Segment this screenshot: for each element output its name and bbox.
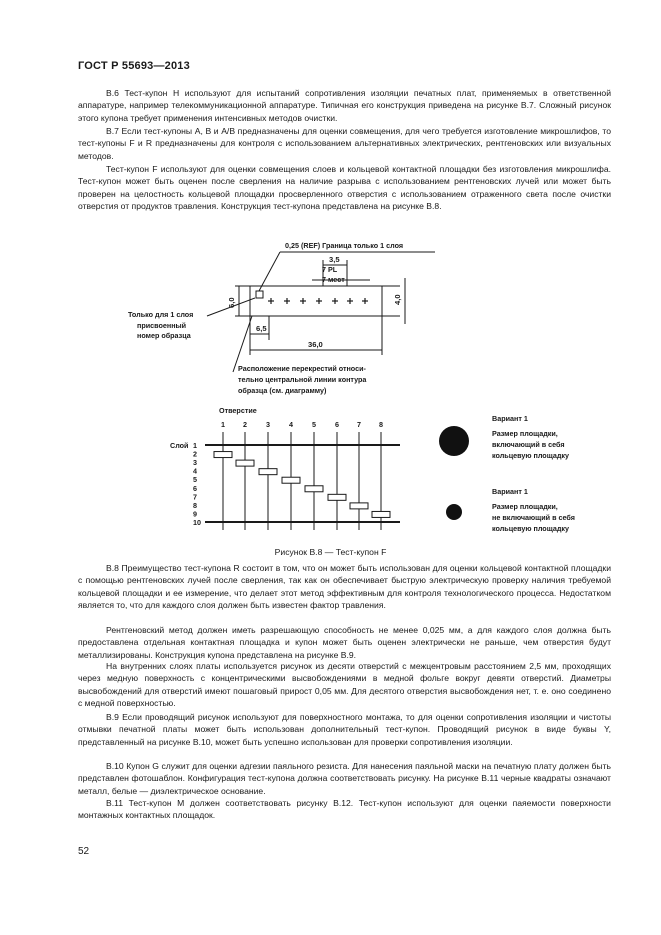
layer-pad: [350, 503, 368, 509]
variant1-pad-large: [439, 426, 469, 456]
label-location-1: Расположение перекрестий относи-: [238, 364, 366, 373]
cross-mark: [316, 298, 322, 304]
layer-number-label: 1: [193, 441, 197, 450]
hole-number-label: 1: [221, 420, 225, 429]
label-layer-only-2: присвоенный: [137, 321, 187, 330]
layer-number-label: 9: [193, 509, 197, 519]
cross-mark: [362, 298, 368, 304]
dim-height-outer: 6,0: [227, 297, 236, 308]
cross-mark: [268, 298, 274, 304]
paragraph-coupon-f: Тест-купон F используют для оценки совмещения слоев и кольцевой контактной площадки без изготовления микрошлифа. Тест-купон может быть оценен после сверления на наличие разрыва с использованием рентгеновских лучей или может быть проверен на целостность кольцевой площадки просверленного отверстия с использованием отраженного света после очистки отверстия от продуктов травления. Конструкция тест-купона представлена на рисунке В.8.: [78, 164, 611, 211]
variant2-line2: не включающий в себя: [492, 513, 575, 522]
layer-title: Слой: [170, 441, 189, 450]
layer-number-label: 7: [193, 492, 197, 502]
label-layer-only-1: Только для 1 слоя: [128, 310, 194, 319]
dim-height-inner: 4,0: [393, 294, 402, 305]
dim-pitch: 3,5: [329, 255, 340, 264]
label-location-3: образца (см. диаграмму): [238, 386, 327, 395]
sample-number-box: [256, 291, 263, 298]
layer-pad: [214, 452, 232, 458]
cross-mark: [347, 298, 353, 304]
layer-pad: [259, 469, 277, 475]
cross-mark: [332, 298, 338, 304]
hole-number-label: 5: [312, 420, 316, 429]
coupon-outline-drawing: [207, 252, 435, 372]
figure-caption: Рисунок В.8 — Тест-купон F: [274, 547, 387, 557]
layer-number-label: 8: [193, 500, 197, 510]
hole-number-label: 4: [289, 420, 293, 429]
variant2-line1: Размер площадки,: [492, 502, 558, 511]
layer-pad: [372, 511, 390, 517]
layer-pad: [282, 477, 300, 483]
layer-number-label: 6: [193, 483, 197, 493]
document-header: ГОСТ Р 55693—2013: [78, 60, 190, 72]
paragraph-b8: В.8 Преимущество тест-купона R состоит в том, что он может быть использован для оценки кольцевой контактной площадки с помощью рентгеновских лучей после сверления, так как он обеспечивает быструю электрическую проверку наличия требуемой кольцевой площадки и ее измерение, что делает этот метод эффективным для контроля технологического процесса. Недостатком является то, что для каждого слоя должен быть известен фактор травления.: [78, 563, 611, 610]
layer-pad: [328, 494, 346, 500]
hole-number-label: 2: [243, 420, 247, 429]
label-location-2: тельно центральной линии контура: [238, 375, 367, 384]
hole-number-label: 6: [335, 420, 339, 429]
layer-number-label: 5: [193, 475, 197, 485]
layer-number-label: 3: [193, 458, 197, 468]
paragraph-xray: Рентгеновский метод должен иметь разрешающую способность не менее 0,025 мм, а для каждого слоя должна быть предоставлена отдельная контактная площадка и купон может быть оценен электрически не раньше, чем отверстия будут металлизированы. Конструкция купона представлена на рисунке В.9.: [78, 625, 611, 660]
hole-number-label: 7: [357, 420, 361, 429]
variant2-title: Вариант 1: [492, 487, 528, 496]
variant1-line1: Размер площадки,: [492, 429, 558, 438]
variant1-line3: кольцевую площадку: [492, 451, 569, 460]
dim-pitch-note2: 7 мест: [322, 275, 345, 284]
paragraph-b9: В.9 Если проводящий рисунок используют для поверхностного монтажа, то для оценки сопротивления изоляции и чистоты отмывки печатной платы может быть использован дополнительный тест-купон. Проводящий рисунок в виде буквы Y, представленный на рисунке В.10, может быть успешно использован для проверки сопротивления изоляции.: [78, 712, 611, 747]
label-layer-only-3: номер образца: [137, 331, 191, 340]
layer-number-label: 4: [193, 466, 197, 476]
layer-number-label: 2: [193, 449, 197, 459]
dim-offset: 6,5: [256, 324, 267, 333]
ref-label: 0,25 (REF) Граница только 1 слоя: [285, 241, 404, 250]
variant1-line2: включающий в себя: [492, 440, 565, 449]
layer-number-label: 10: [193, 518, 201, 527]
dim-length: 36,0: [308, 340, 323, 349]
paragraph-b10: В.10 Купон G служит для оценки адгезии паяльного резиста. Для нанесения паяльной маски на печатную плату должен быть представлен фотошаблон. Конфигурация тест-купона должна соответствовать рисунку. На рисунке В.11 черные квадраты означают металл, белые — диэлектрическое основание.: [78, 761, 611, 796]
paragraph-inner-layers: На внутренних слоях платы используется рисунок из десяти отверстий с межцентровым расстоянием 2,5 мм, проходящих через медную поверхность с концентрическими высвобождениями в медной фольге вокруг девяти отверстий. Диаметры высвобождений для отверстий имеют пошаговый прирост 0,05 мм. Для десятого отверстия высвобождения нет, т. е. оно соединено с медной поверхностью.: [78, 661, 611, 708]
variant2-pad-small: [446, 504, 462, 520]
paragraph-b7: В.7 Если тест-купоны А, В и А/В предназначены для оценки совмещения, для чего требуется изготовление микрошлифов, то тест-купоны F и R предназначены для контроля с использованием альтернативных электрических, рентгеновских или визуальных методов.: [78, 126, 611, 161]
paragraph-b6: В.6 Тест-купон Н используют для испытаний сопротивления изоляции печатных плат, применяемых в ответственной аппаратуре, например телекоммуникационной аппаратуре. Типичная его конструкция приведена на рисунке В.7. Сложный рисунок этого купона требует применения интенсивных методов очистки.: [78, 88, 611, 123]
variant1-title: Вариант 1: [492, 414, 528, 423]
paragraph-b11: В.11 Тест-купон М должен соответствовать рисунку В.12. Тест-купон используют для оценки паяемости поверхности монтажных контактных площадок.: [78, 798, 611, 821]
cross-mark: [300, 298, 306, 304]
holes-title: Отверстие: [219, 406, 257, 415]
cross-mark: [284, 298, 290, 304]
variant2-line3: кольцевую площадку: [492, 524, 569, 533]
page-number: 52: [78, 846, 90, 857]
hole-number-label: 3: [266, 420, 270, 429]
layer-pad: [305, 486, 323, 492]
dim-pitch-note1: 7 PL: [322, 265, 338, 274]
alignment-crosses: [268, 298, 368, 304]
layer-pad: [236, 460, 254, 466]
hole-number-label: 8: [379, 420, 383, 429]
